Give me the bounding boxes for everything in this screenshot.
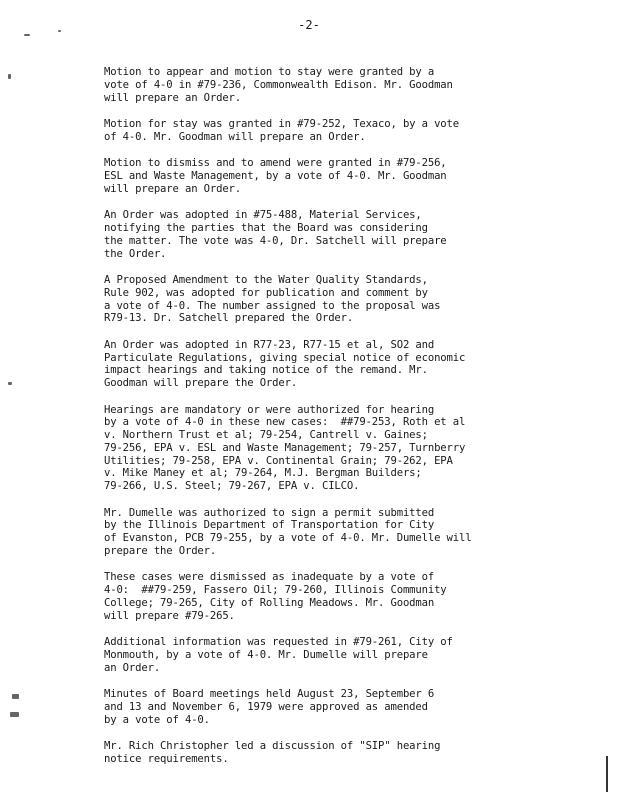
scan-speck: [8, 382, 12, 385]
scan-speck: [12, 694, 19, 699]
paragraph-texaco: Motion for stay was granted in #79-252, Texaco, by a vote of 4-0. Mr. Goodman will prepare an Order.: [104, 117, 459, 143]
margin-mark: [606, 756, 608, 792]
paragraph-evanston-permit: Mr. Dumelle was authorized to sign a permit submitted by the Illinois Department of Transportation for City of Evanston, PCB 79-255, by a vote of 4-0. Mr. Dumelle will prepare the Order.: [104, 506, 472, 558]
minutes-body: [104, 66, 534, 779]
paragraph-hearings: Hearings are mandatory or were authorized for hearing by a vote of 4-0 in these new cases: ##79-253, Roth et al v. Northern Trust et al; 79-254, Cantrell v. Gaines; 79-256, EPA v. ESL and Waste Management; 79-257, Turnberry Utilities; 79-258, EPA v. Continental Grain; 79-262, EPA v. Mike Maney et al; 79-264, M.J. Bergman Builders; 79-266, U.S. Steel; 79-267, EPA v. CILCO.: [104, 403, 466, 493]
scan-speck: [8, 74, 11, 79]
paragraph-material-services: An Order was adopted in #75-488, Material Services, notifying the parties that the Board was considering the matter. The vote was 4-0, Dr. Satchell will prepare the Order.: [104, 209, 447, 260]
paragraph-water-quality-amendment: A Proposed Amendment to the Water Quality Standards, Rule 902, was adopted for publication and comment by a vote of 4-0. The number assigned to the proposal was R79-13. Dr. Satchell prepared the Order.: [104, 273, 441, 325]
page-number: -2-: [298, 18, 320, 32]
paragraph-esl-waste-management: Motion to dismiss and to amend were granted in #79-256, ESL and Waste Management, by a vote of 4-0. Mr. Goodman will prepare an Order.: [104, 157, 447, 195]
scan-speck: [24, 34, 30, 36]
paragraph-minutes-approved: Minutes of Board meetings held August 23, September 6 and 13 and November 6, 1979 were approved as amended by a vote of 4-0.: [104, 688, 435, 726]
paragraph-particulate-regulations: An Order was adopted in R77-23, R77-15 et al, SO2 and Particulate Regulations, giving special notice of economic impact hearings and taking notice of the remand. Mr. Goodman will prepare the Order.: [104, 338, 466, 390]
scan-speck: [58, 30, 61, 32]
paragraph-commonwealth-edison: Motion to appear and motion to stay were granted by a vote of 4-0 in #79-236, Commonwealth Edison. Mr. Goodman will prepare an Order.: [104, 66, 453, 104]
scan-speck: [10, 712, 19, 717]
paragraph-sip-discussion: Mr. Rich Christopher led a discussion of "SIP" hearing notice requirements.: [104, 740, 441, 765]
paragraph-monmouth: Additional information was requested in #79-261, City of Monmouth, by a vote of 4-0. Mr. Dumelle will prepare an Order.: [104, 636, 453, 674]
paragraph-dismissed-cases: These cases were dismissed as inadequate by a vote of 4-0: ##79-259, Fassero Oil; 79-260, Illinois Community College; 79-265, City of Rolling Meadows. Mr. Goodman will prepare #79-265.: [104, 571, 447, 622]
